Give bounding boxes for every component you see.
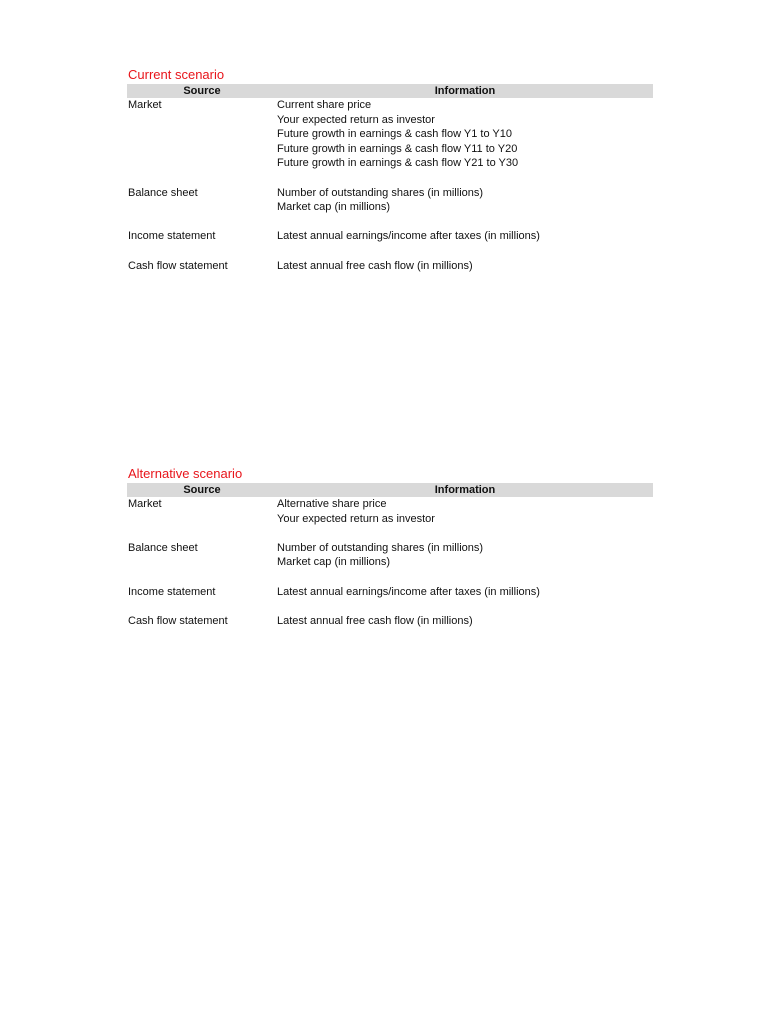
source-cell: Income statement [128, 230, 216, 243]
information-item: Your expected return as investor [277, 512, 435, 525]
source-cell: Cash flow statement [128, 614, 228, 627]
row-spacer [127, 526, 653, 541]
information-item: Latest annual earnings/income after taxes (in millions) [277, 230, 540, 243]
table-row-market [127, 98, 653, 171]
row-spacer [127, 171, 653, 186]
information-item: Latest annual free cash flow (in millions) [277, 259, 473, 272]
information-item: Number of outstanding shares (in millions) [277, 541, 484, 554]
header-information: Information [434, 85, 496, 97]
source-cell: Balance sheet [128, 186, 198, 199]
table-row-income-statement [127, 229, 653, 244]
section-title: Alternative scenario [128, 466, 243, 481]
row-spacer [127, 215, 653, 230]
section-title: Current scenario [128, 67, 225, 82]
source-cell: Cash flow statement [128, 259, 228, 272]
information-item: Number of outstanding shares (in millions) [277, 186, 484, 199]
information-item: Your expected return as investor [277, 113, 435, 126]
information-item: Market cap (in millions) [277, 556, 391, 569]
header-source: Source [183, 85, 221, 97]
information-item: Future growth in earnings & cash flow Y11 to Y20 [277, 142, 518, 155]
information-cell [277, 585, 653, 600]
information-item: Future growth in earnings & cash flow Y1 to Y10 [277, 128, 513, 141]
table-row-cash-flow-statement [127, 259, 653, 274]
source-cell: Market [128, 498, 162, 510]
information-cell [277, 259, 653, 274]
information-cell [277, 497, 653, 526]
current-scenario-section [127, 66, 653, 273]
information-item: Latest annual earnings/income after taxes (in millions) [277, 585, 540, 598]
information-item: Future growth in earnings & cash flow Y21 to Y30 [277, 157, 519, 170]
source-cell: Income statement [128, 585, 216, 598]
information-item: Latest annual free cash flow (in millions) [277, 614, 473, 627]
table-row-balance-sheet [127, 541, 653, 570]
information-cell [277, 614, 653, 629]
table-row-income-statement [127, 585, 653, 600]
alternative-scenario-section [127, 465, 653, 628]
information-item: Market cap (in millions) [277, 201, 391, 214]
table-row-balance-sheet [127, 186, 653, 215]
header-source: Source [183, 484, 221, 496]
information-cell [277, 229, 653, 244]
row-spacer [127, 599, 653, 614]
row-spacer [127, 244, 653, 259]
header-information: Information [434, 484, 496, 496]
table-header [127, 84, 653, 98]
table-row-cash-flow-statement [127, 614, 653, 629]
information-item: Current share price [277, 99, 372, 111]
row-spacer [127, 570, 653, 585]
source-cell: Balance sheet [128, 541, 198, 554]
table-header [127, 483, 653, 497]
source-cell: Market [128, 99, 162, 111]
information-cell [277, 541, 653, 570]
table-row-market [127, 497, 653, 526]
information-cell [277, 98, 653, 171]
information-item: Alternative share price [277, 498, 387, 510]
information-cell [277, 186, 653, 215]
